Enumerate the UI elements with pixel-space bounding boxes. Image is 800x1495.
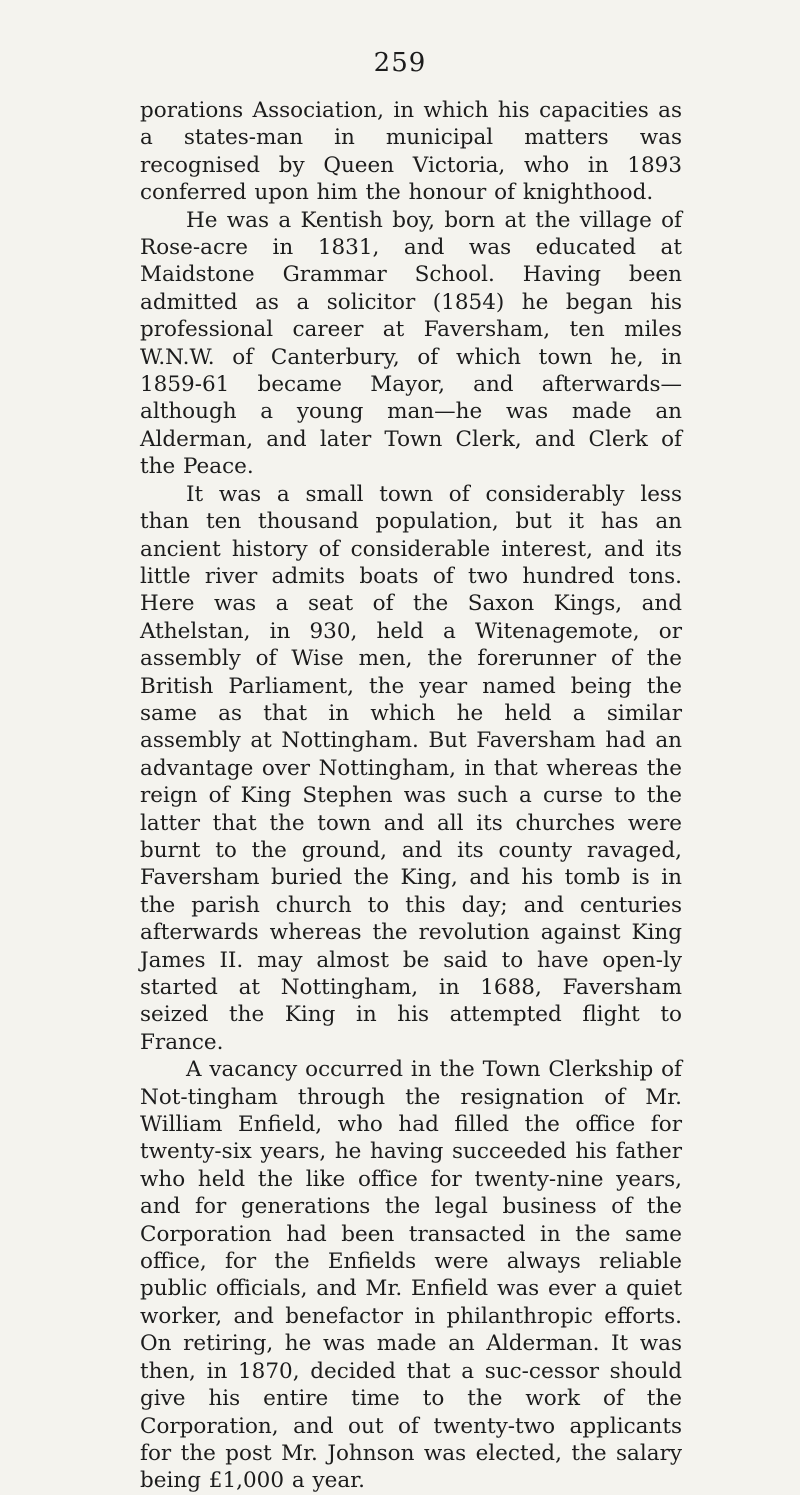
paragraph-2: He was a Kentish boy, born at the village of Rose-acre in 1831, and was educated at Maidstone Grammar School. Having been admitted as a solicitor (1854) he began his professional career at Faversham, ten miles W.N.W. of Canterbury, of which town he, in 1859-61 became Mayor, and afterwards—although a young man—he was made an Alderman, and later Town Clerk, and Clerk of the Peace. bbox=[140, 207, 682, 480]
paragraph-3: It was a small town of considerably less than ten thousand population, but it has an ancient history of considerable interest, and its little river admits boats of two hundred tons. Here was a seat of the Saxon Kings, and Athelstan, in 930, held a Witenagemote, or assembly of Wise men, the forerunner of the British Parliament, the year named being the same as that in which he held a similar assembly at Nottingham. But Faversham had an advantage over Nottingham, in that whereas the reign of King Stephen was such a curse to the latter that the town and all its churches were burnt to the ground, and its county ravaged, Faversham buried the King, and his tomb is in the parish church to this day; and centuries afterwards whereas the revolution against King James II. may almost be said to have open-ly started at Nottingham, in 1688, Faversham seized the King in his attempted flight to France. bbox=[140, 481, 682, 1055]
paragraph-4: A vacancy occurred in the Town Clerkship of Not-tingham through the resignation of Mr. William Enfield, who had filled the office for twenty-six years, he having succeeded his father who held the like office for twenty-nine years, and for generations the legal business of the Corporation had been transacted in the same office, for the Enfields were always reliable public officials, and Mr. Enfield was ever a quiet worker, and benefactor in philanthropic efforts. On retiring, he was made an Alderman. It was then, in 1870, decided that a suc-cessor should give his entire time to the work of the Corporation, and out of twenty-two applicants for the post Mr. Johnson was elected, the salary being £1,000 a year. bbox=[140, 1057, 682, 1494]
body-text bbox=[140, 97, 682, 1495]
page-number: 259 bbox=[373, 48, 427, 78]
paragraph-1: porations Association, in which his capacities as a states-man in municipal matters was recognised by Queen Victoria, who in 1893 conferred upon him the honour of knighthood. bbox=[140, 98, 682, 206]
